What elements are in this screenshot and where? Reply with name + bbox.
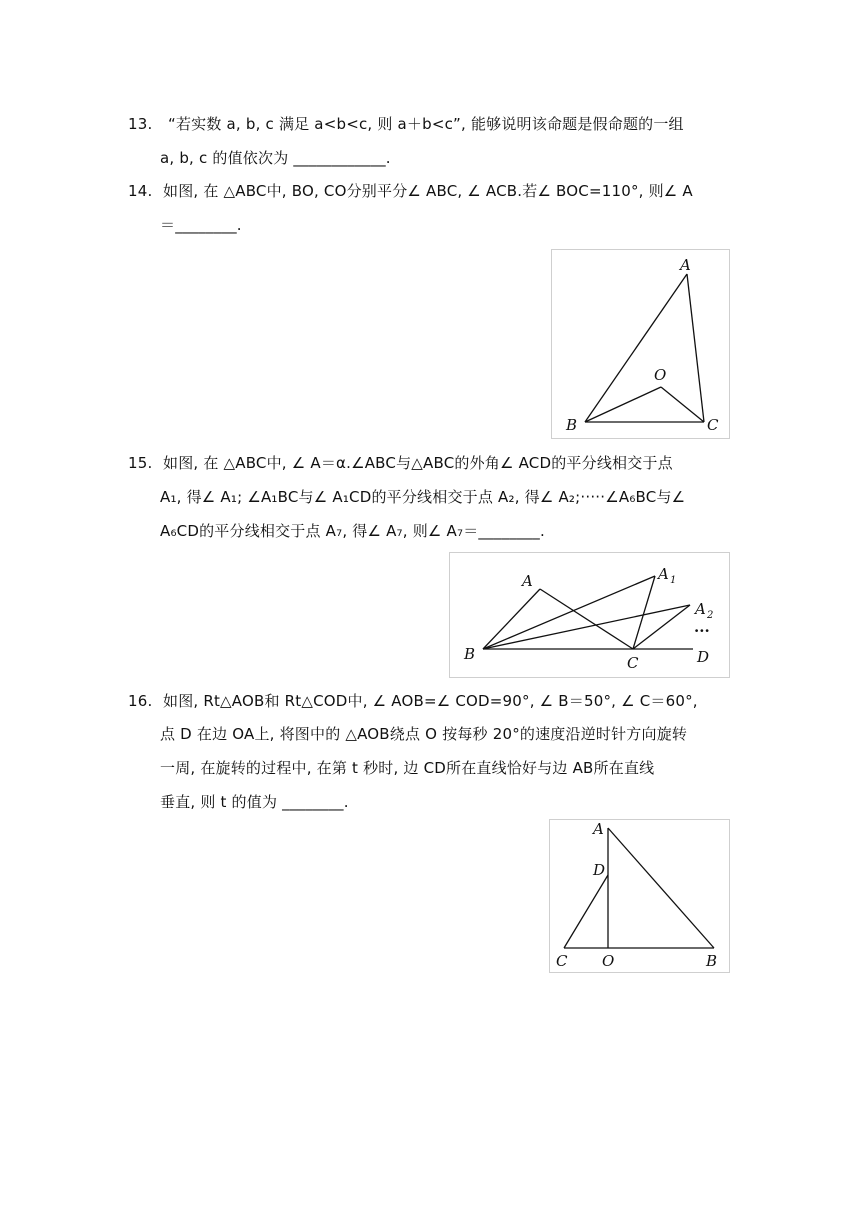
point-label-a2: A xyxy=(695,600,706,618)
problem-16-number: 16. xyxy=(128,692,153,710)
segment-co xyxy=(661,387,704,422)
problem-16-text-line-4: 垂直, 则 t 的值为 ________. xyxy=(160,793,349,811)
point-label-a2-subscript: 2 xyxy=(707,610,714,621)
segment-ba2 xyxy=(483,605,690,649)
point-label-d: D xyxy=(593,861,606,879)
problem-15-text-line-1: 如图, 在 △ABC中, ∠ A＝α.∠ABC与△ABC的外角∠ ACD的平分线相交于点 xyxy=(163,454,673,472)
problem-14-number: 14. xyxy=(128,182,153,200)
problem-14-figure xyxy=(551,249,730,439)
point-label-b: B xyxy=(566,416,578,434)
point-label-b: B xyxy=(464,645,476,663)
point-label-a: A xyxy=(593,820,604,838)
point-label-a1: A xyxy=(658,565,669,583)
problem-13-text-line-2: a, b, c 的值依次为 ____________. xyxy=(160,149,391,167)
point-label-d: D xyxy=(697,648,710,666)
point-label-c: C xyxy=(627,654,639,672)
problem-14-text-line-1: 如图, 在 △ABC中, BO, CO分别平分∠ ABC, ∠ ACB.若∠ BOC=110°, 则∠ A xyxy=(163,182,693,200)
point-label-a1-subscript: 1 xyxy=(670,575,677,586)
segment-ba1 xyxy=(483,576,655,649)
point-label-b: B xyxy=(706,952,718,970)
segment-cd xyxy=(564,875,608,948)
problem-15-figure xyxy=(449,552,730,678)
problem-16-text-line-3: 一周, 在旋转的过程中, 在第 t 秒时, 边 CD所在直线恰好与边 AB所在直线 xyxy=(160,759,655,777)
point-label-o: O xyxy=(654,366,667,384)
problem-15-number: 15. xyxy=(128,454,153,472)
problem-13-text-line-1: “若实数 a, b, c 满足 a<b<c, 则 a＋b<c”, 能够说明该命题是假命题的一组 xyxy=(168,115,684,133)
segment-ac xyxy=(687,274,704,422)
segment-ba xyxy=(483,589,540,649)
problem-13-number: 13. xyxy=(128,115,153,133)
point-label-c: C xyxy=(707,416,719,434)
problem-15-text-line-3: A₆CD的平分线相交于点 A₇, 得∠ A₇, 则∠ A₇＝________. xyxy=(160,522,545,540)
point-label-c: C xyxy=(556,952,568,970)
segment-ab xyxy=(585,274,687,422)
point-label-o: O xyxy=(602,952,615,970)
problem-14-text-line-2: ＝________. xyxy=(160,216,242,234)
problem-16-text-line-2: 点 D 在边 OA上, 将图中的 △AOB绕点 O 按每秒 20°的速度沿逆时针方向旋转 xyxy=(160,725,688,743)
point-label-a: A xyxy=(522,572,533,590)
ellipsis-dots: ··· xyxy=(694,622,710,640)
segment-ab xyxy=(608,828,714,948)
problem-15-text-line-2: A₁, 得∠ A₁; ∠A₁BC与∠ A₁CD的平分线相交于点 A₂, 得∠ A₂;·····∠A₆BC与∠ xyxy=(160,488,686,506)
point-label-a: A xyxy=(680,256,691,274)
problem-16-figure xyxy=(549,819,730,973)
problem-16-text-line-1: 如图, Rt△AOB和 Rt△COD中, ∠ AOB=∠ COD=90°, ∠ B＝50°, ∠ C＝60°, xyxy=(163,692,698,710)
